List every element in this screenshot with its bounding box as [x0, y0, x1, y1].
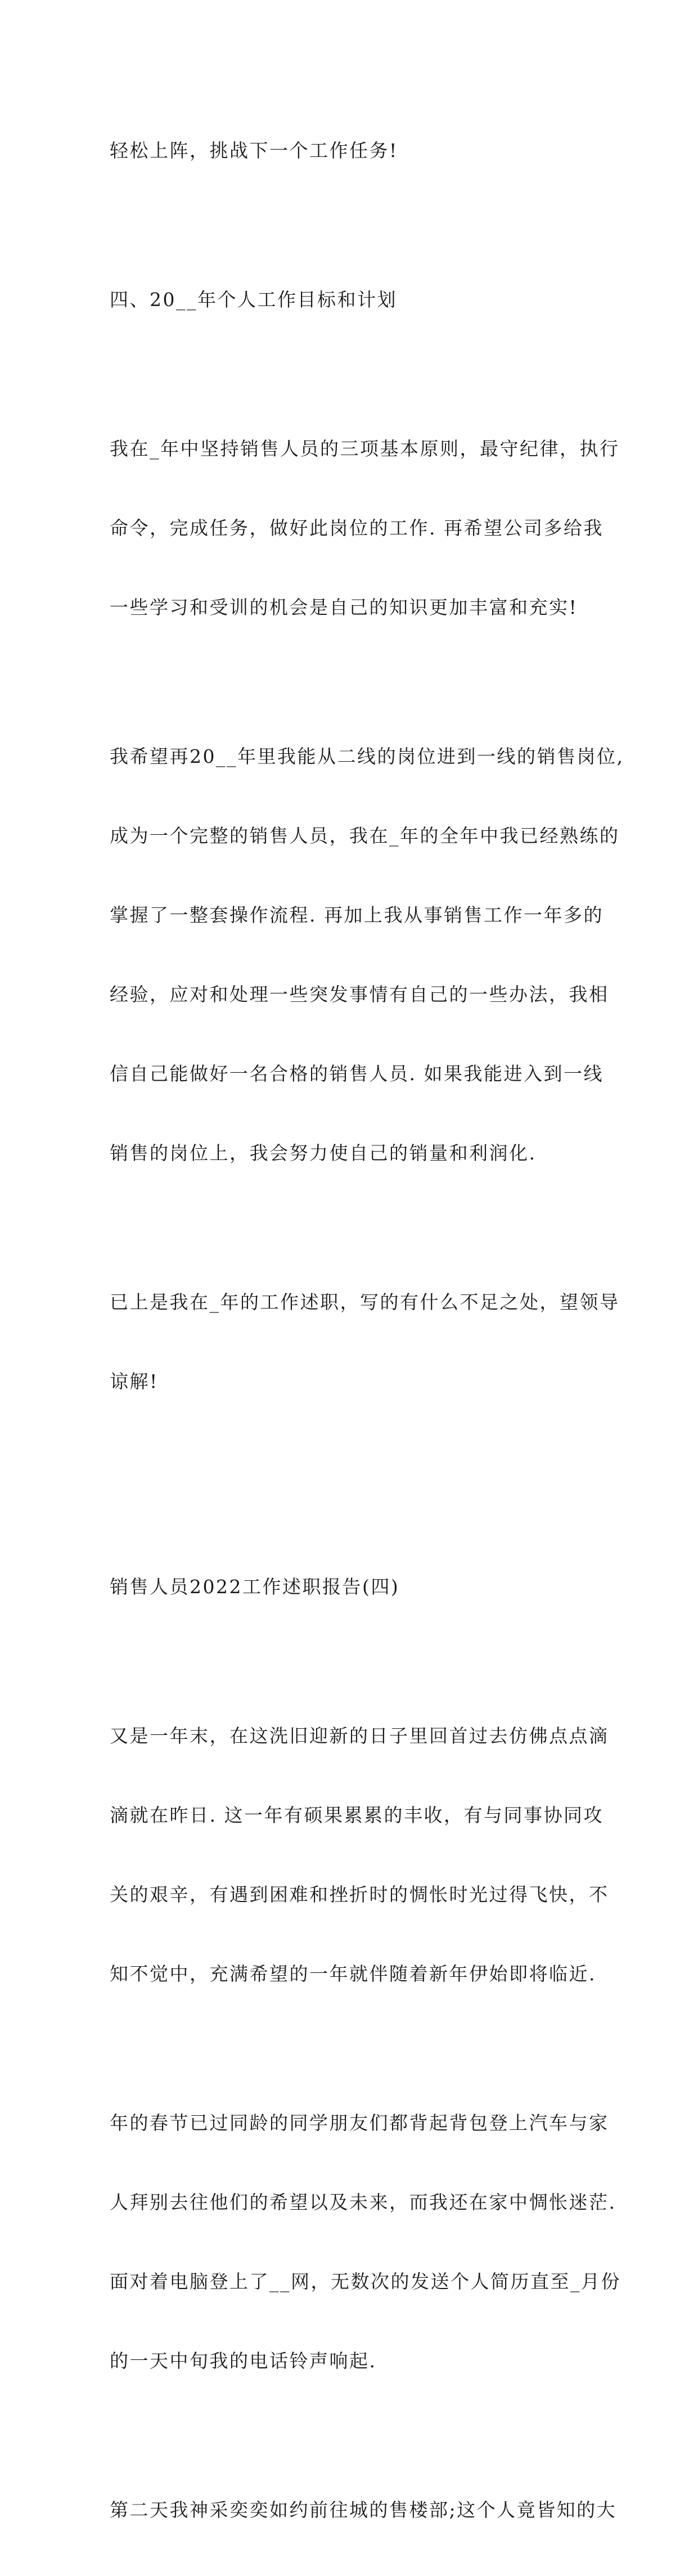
text-line: 一些学习和受训的机会是自己的知识更加丰富和充实!: [110, 596, 578, 618]
text-line: 年的春节已过同龄的同学朋友们都背起背包登上汽车与家: [110, 2112, 609, 2134]
text-line: 又是一年末，在这洗旧迎新的日子里回首过去仿佛点点滴: [110, 1725, 609, 1747]
text-line: 命令，完成任务，做好此岗位的工作. 再希望公司多给我: [110, 517, 604, 539]
paragraph-year-end: [110, 1670, 609, 2040]
report-title: [110, 1521, 593, 1653]
section-heading-goals: [110, 233, 593, 366]
text-line: 的一天中旬我的电话铃声响起.: [110, 2350, 377, 2372]
text-line: 信自己能做好一名合格的销售人员. 如果我能进入到一线: [110, 1063, 604, 1085]
text-line: 面对着电脑登上了__网，无数次的发送个人简历直至_月份: [110, 2271, 621, 2292]
text-line: 四、20__年个人工作目标和计划: [110, 289, 397, 311]
text-line: 成为一个完整的销售人员，我在_年的全年中我已经熟练的: [110, 825, 620, 847]
document-body: [110, 84, 624, 2576]
paragraph-hope: [110, 690, 624, 1219]
paragraph-conclusion: [110, 1236, 620, 1447]
text-line: 掌握了一整套操作流程. 再加上我从事销售工作一年多的: [110, 904, 604, 926]
text-line: 我在_年中坚持销售人员的三项基本原则，最守纪律，执行: [110, 438, 620, 460]
text-line: 知不觉中，充满希望的一年就伴随着新年伊始即将临近.: [110, 1963, 596, 1985]
text-line: 销售的岗位上，我会努力使自己的销量和利润化.: [110, 1142, 537, 1164]
paragraph-next-day: [110, 2444, 617, 2576]
text-line: 经验，应对和处理一些突发事情有自己的一些办法，我相: [110, 983, 609, 1005]
paragraph-closing-line: [110, 84, 593, 217]
text-line: 第二天我神采奕奕如约前往城的售楼部;这个人竟皆知的大: [110, 2499, 617, 2521]
text-line: 销售人员2022工作述职报告(四): [110, 1576, 400, 1598]
paragraph-spring-festival: [110, 2057, 621, 2427]
text-line: 谅解!: [110, 1370, 159, 1392]
paragraph-principles: [110, 383, 620, 673]
text-line: 滴就在昨日. 这一年有硕果累累的丰收，有与同事协同攻: [110, 1804, 604, 1826]
text-line: 已上是我在_年的工作述职，写的有什么不足之处，望领导: [110, 1291, 620, 1313]
text-line: 关的艰辛，有遇到困难和挫折时的惆怅时光过得飞快，不: [110, 1883, 609, 1905]
text-line: 我希望再20__年里我能从二线的岗位进到一线的销售岗位,: [110, 745, 624, 767]
text-line: 轻松上阵，挑战下一个工作任务!: [110, 140, 398, 161]
text-line: 人拜别去往他们的希望以及未来，而我还在家中惆怅迷茫.: [110, 2191, 616, 2213]
